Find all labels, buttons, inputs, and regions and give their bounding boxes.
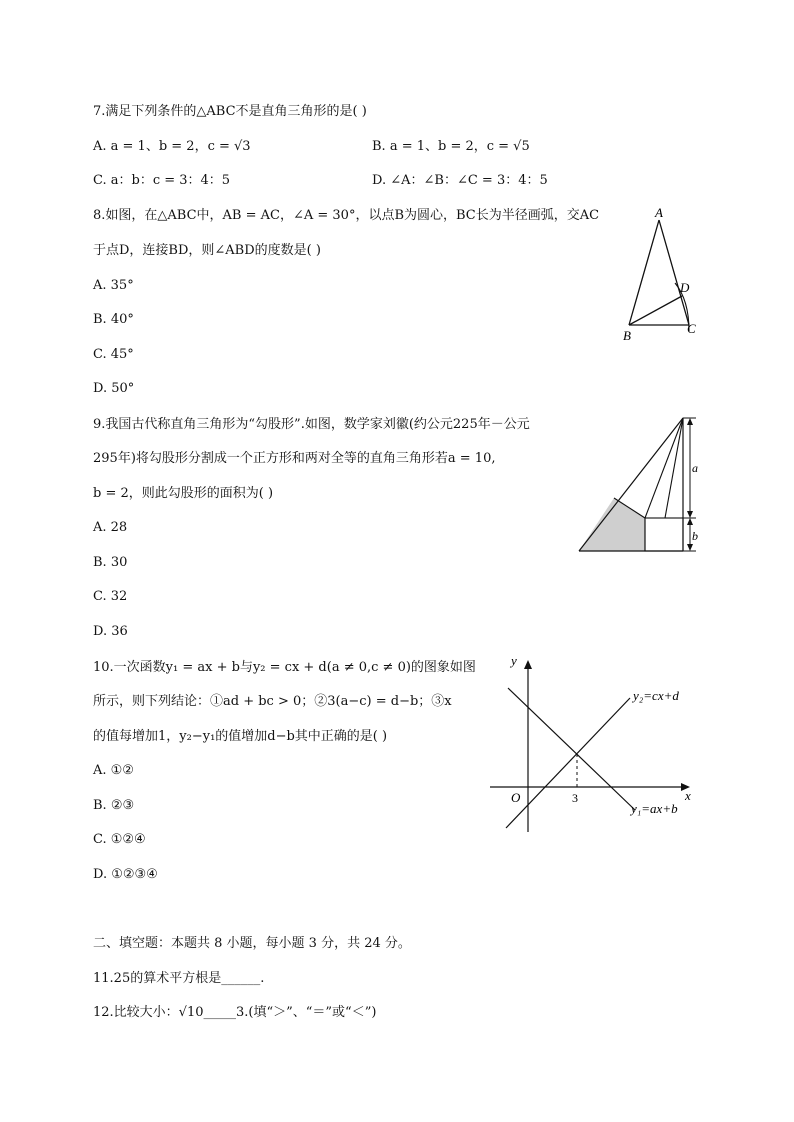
label-c: C — [687, 321, 696, 336]
q7-option-b: B. a = 1、b = 2，c = √5 — [372, 139, 530, 154]
q7-option-c: C. a：b：c = 3：4：5 — [93, 173, 231, 188]
label-b: B — [623, 328, 631, 343]
side-ac — [659, 220, 689, 325]
q7-option-d: D. ∠A：∠B：∠C = 3：4：5 — [372, 173, 548, 188]
q11-text: 11.25的算术平方根是______. — [93, 971, 265, 986]
label-b: b — [692, 529, 698, 543]
q8-stem-line2: 于点D，连接BD，则∠ABD的度数是( ) — [93, 243, 321, 258]
inner-line-2 — [665, 418, 683, 518]
arrow-b-top — [687, 518, 693, 525]
q8-option-c: C. 45° — [93, 347, 134, 362]
arrow-b-bottom — [687, 544, 693, 551]
side-ab — [629, 220, 659, 325]
q9-stem-line1: 9.我国古代称直角三角形为“勾股形”.如图，数学家刘徽(约公元225年－公元 — [93, 417, 530, 432]
q7-option-a: A. a = 1、b = 2，c = √3 — [93, 139, 251, 154]
q10-stem-line2: 所示，则下列结论：①ad + bc > 0；②3(a−c) = d−b；③x — [93, 694, 452, 709]
q9-option-c: C. 32 — [93, 589, 128, 604]
label-d: D — [680, 280, 690, 295]
q10-graph-figure — [485, 650, 705, 840]
label-three: 3 — [572, 791, 578, 805]
label-y2: y₂=cx+d — [633, 688, 679, 703]
q9-gougu-figure — [570, 410, 710, 560]
q9-option-b: B. 30 — [93, 555, 128, 570]
label-a: A — [655, 205, 663, 220]
q7-stem: 7.满足下列条件的△ABC不是直角三角形的是( ) — [93, 104, 367, 119]
section2-heading: 二、填空题：本题共 8 小题，每小题 3 分，共 24 分。 — [93, 936, 411, 951]
line-y2 — [506, 698, 630, 828]
q9-stem-line2: 295年)将勾股形分割成一个正方形和两对全等的直角三角形若a = 10, — [93, 451, 496, 466]
q10-option-a: A. ①② — [93, 763, 134, 778]
label-a: a — [692, 461, 698, 475]
segment-bd — [629, 296, 682, 325]
q9-stem-line3: b = 2，则此勾股形的面积为( ) — [93, 486, 274, 501]
y-axis-arrow — [524, 660, 532, 669]
shaded-region — [579, 498, 645, 551]
arrow-a-top — [687, 418, 693, 425]
q10-option-b: B. ②③ — [93, 798, 135, 813]
label-y1: y₁=ax+b — [631, 801, 678, 816]
q8-option-b: B. 40° — [93, 312, 134, 327]
label-x: x — [685, 788, 691, 803]
label-origin: O — [511, 790, 521, 805]
q10-stem-line3: 的值每增加1，y₂−y₁的值增加d−b其中正确的是( ) — [93, 729, 388, 744]
q9-option-a: A. 28 — [93, 520, 128, 535]
q10-option-c: C. ①②④ — [93, 832, 146, 847]
q8-option-d: D. 50° — [93, 381, 135, 396]
q8-option-a: A. 35° — [93, 278, 134, 293]
inner-square — [645, 518, 683, 551]
inner-line-1 — [645, 418, 683, 518]
q9-option-d: D. 36 — [93, 624, 128, 639]
q12-text: 12.比较大小：√10_____3.(填“＞”、“＝”或“＜”) — [93, 1005, 377, 1020]
arrow-a-bottom — [687, 511, 693, 518]
q10-stem-line1: 10.一次函数y₁ = ax + b与y₂ = cx + d(a ≠ 0,c ≠ 0)的图象如图 — [93, 660, 476, 675]
label-y: y — [511, 653, 517, 668]
q10-option-d: D. ①②③④ — [93, 867, 158, 882]
q8-triangle-figure — [615, 205, 705, 345]
q8-stem-line1: 8.如图，在△ABC中，AB = AC，∠A = 30°，以点B为圆心，BC长为半径画弧，交AC — [93, 208, 600, 223]
